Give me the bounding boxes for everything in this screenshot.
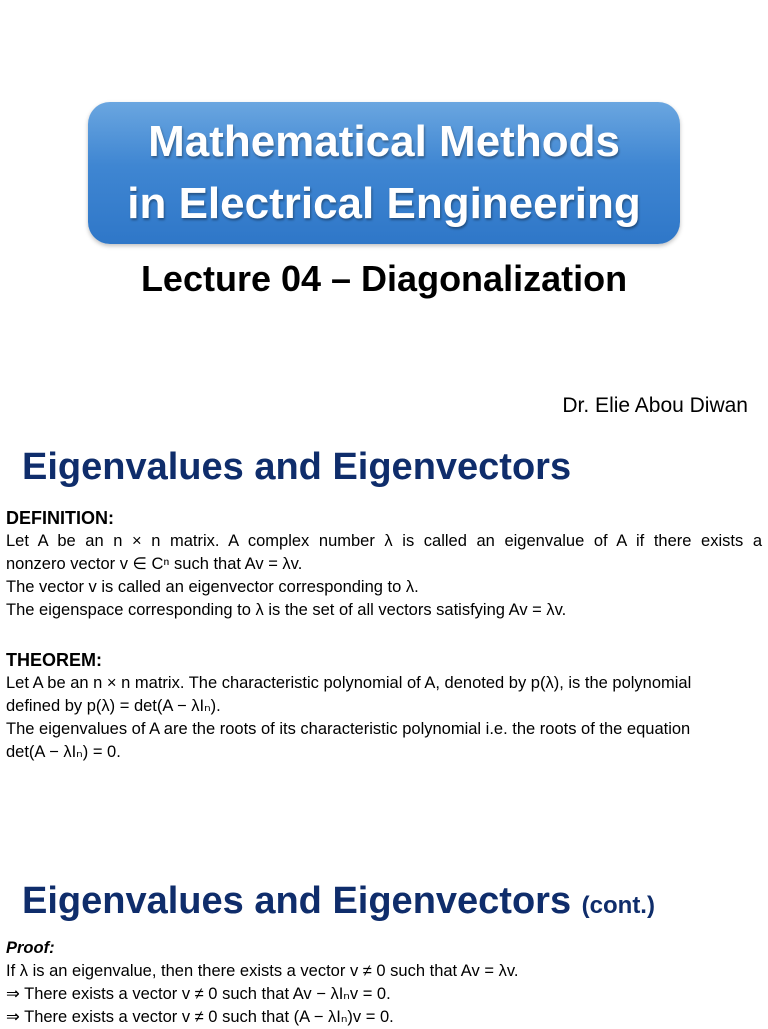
proof-label: Proof: [6, 939, 55, 957]
theorem-block [6, 648, 762, 764]
proof-line-3: ⇒ There exists a vector v ≠ 0 such that (A − λIₙ)v = 0. [6, 1008, 394, 1026]
definition-line-3: The vector v is called an eigenvector corresponding to λ. [6, 578, 419, 596]
title-banner [88, 102, 680, 244]
definition-line-2: nonzero vector v ∈ Cⁿ such that Av = λv. [6, 555, 303, 573]
theorem-line-3: The eigenvalues of A are the roots of its characteristic polynomial i.e. the roots of the equation [6, 720, 691, 738]
title-line-2: in Electrical Engineering [127, 179, 641, 228]
definition-line-1: Let A be an n × n matrix. A complex number λ is called an eigenvalue of A if there exists a [6, 532, 762, 550]
slide-heading: Eigenvalues and Eigenvectors [22, 446, 572, 488]
author-name: Dr. Elie Abou Diwan [562, 394, 748, 417]
theorem-line-4: det(A − λIₙ) = 0. [6, 743, 121, 761]
eigen-proof-slide [0, 864, 768, 1024]
proof-line-1: If λ is an eigenvalue, then there exists a vector v ≠ 0 such that Av = λv. [6, 962, 519, 980]
slide-heading-cont [22, 880, 655, 923]
title-slide [0, 0, 768, 432]
definition-line-4: The eigenspace corresponding to λ is the set of all vectors satisfying Av = λv. [6, 601, 567, 619]
proof-block [6, 936, 762, 1029]
proof-line-2: ⇒ There exists a vector v ≠ 0 such that Av − λIₙv = 0. [6, 985, 391, 1003]
slide-heading-suffix: (cont.) [581, 892, 655, 919]
eigen-definition-slide [0, 432, 768, 864]
definition-label: DEFINITION: [6, 508, 114, 528]
theorem-line-1: Let A be an n × n matrix. The characteristic polynomial of A, denoted by p(λ), is the polynomial [6, 674, 692, 692]
title-line-1: Mathematical Methods [148, 117, 620, 166]
theorem-line-2: defined by p(λ) = det(A − λIₙ). [6, 697, 221, 715]
lecture-subtitle: Lecture 04 – Diagonalization [140, 258, 628, 299]
theorem-label: THEOREM: [6, 650, 102, 670]
slide-heading-text: Eigenvalues and Eigenvectors [22, 880, 572, 922]
definition-block [6, 506, 762, 622]
